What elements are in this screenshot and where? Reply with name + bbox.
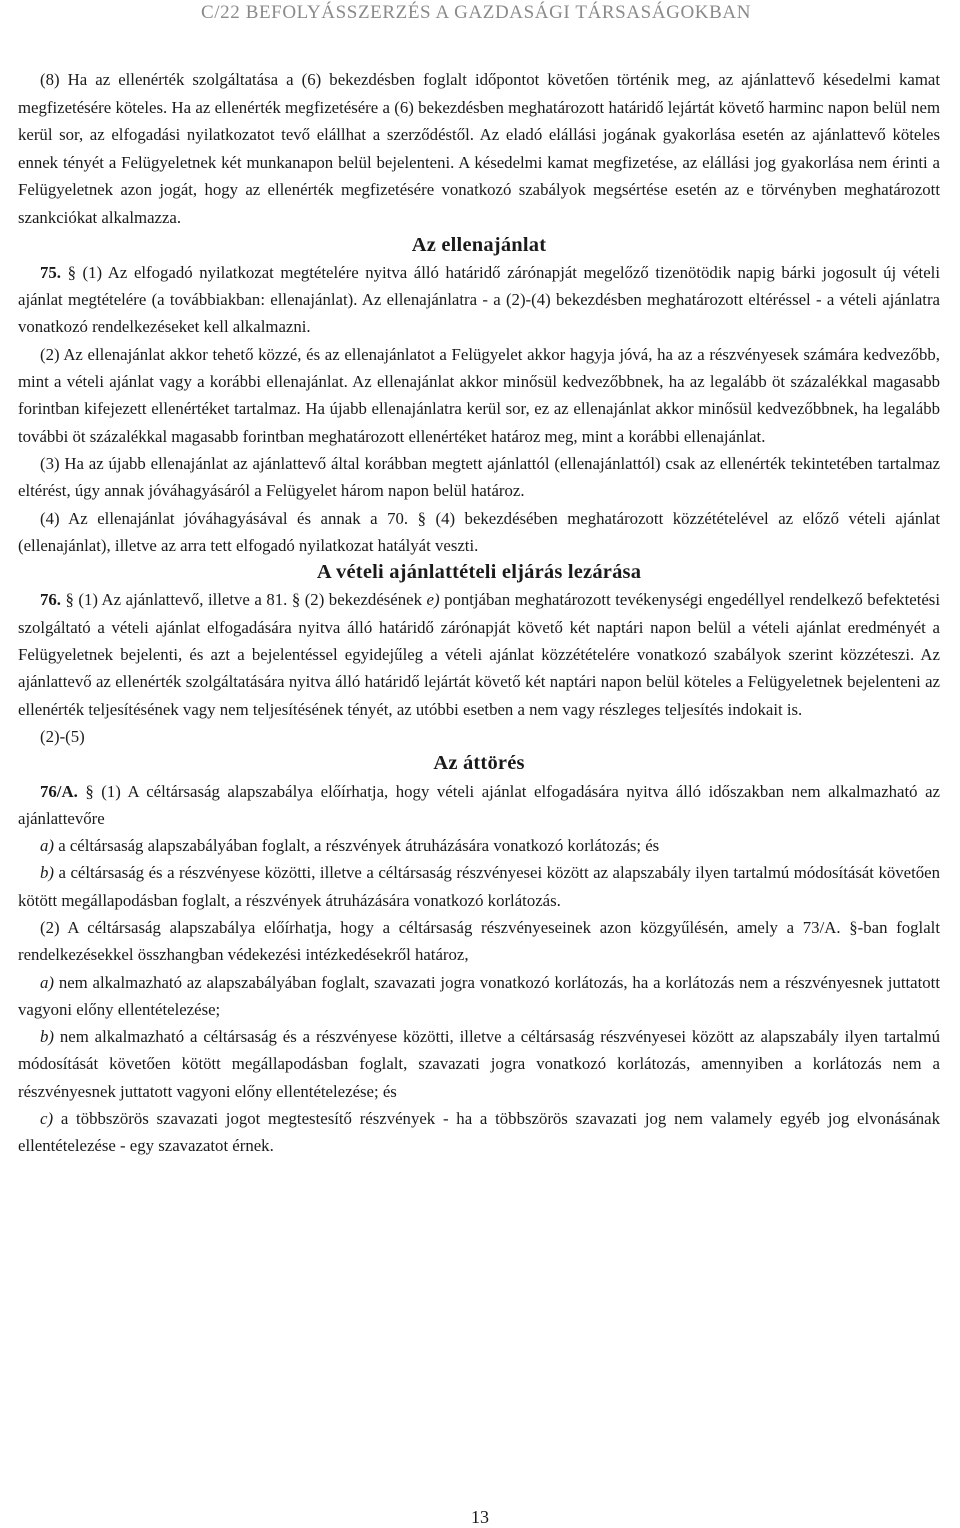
page-body [18, 66, 940, 1160]
section-76a-point-1a [18, 832, 940, 859]
section-76a-point-2c [18, 1105, 940, 1160]
heading-eljaras-lezarasa: A vételi ajánlattételi eljárás lezárása [316, 561, 642, 584]
section-text: § (1) A céltársaság alapszabálya előírhatja, hogy vételi ajánlat elfogadására nyitva álló időszakban nem alkalmazható az ajánlattevőre [18, 781, 940, 828]
paragraph-8: (8) Ha az ellenérték szolgáltatása a (6) bekezdésben foglalt időpontot követően történik meg, az ajánlattevő késedelmi kamat megfizetésére köteles. Ha az ellenérték megfizetésére a (6) bekezdésben meghatározott határidő lejártát követő harminc napon belül nem kerül sor, az elfogadási nyilatkozatot tevő elállhat a szerződéstől. Az eladó elállási jogának gyakorlása esetén az ajánlattevő köteles ennek tényét a Felügyeletnek két munkanapon belül bejelenteni. A késedelmi kamat megfizetése, az elállási jog gyakorlása nem érinti a Felügyeletnek azon jogát, hogy az ellenérték megfizetésére vonatkozó szabályok megsértése esetén az e törvényben meghatározott szankciókat alkalmazza. [18, 70, 940, 227]
section-76-paragraph-1 [18, 586, 940, 722]
section-76a-point-2a [18, 969, 940, 1024]
point-text: a többszörös szavazati jogot megtestesítő részvények - ha a többszörös szavazati jog nem valamely egyéb jog elvonásának ellentételezése - egy szavazatot érnek. [18, 1109, 940, 1156]
running-head: C/22 BEFOLYÁSSZERZÉS A GAZDASÁGI TÁRSASÁGOKBAN [201, 2, 752, 23]
section-76a-paragraph-2: (2) A céltársaság alapszabálya előírhatja, hogy a céltársaság részvényeseinek azon közgyűlésén, amely a 73/A. §-ban foglalt rendelkezésekkel összhangban védekezési intézkedésekről határoz, [18, 917, 940, 965]
point-text: nem alkalmazható a céltársaság és a részvényese közötti, illetve a céltársaság részvényesei között az alapszabály ilyen tartalmú módosítását követően kötött megállapodásban foglalt, szavazati jogra vonatkozó korlátozás, amennyiben a korlátozás nem a részvényesnek juttatott vagyoni előny ellentételezése; és [18, 1027, 940, 1101]
section-number: 76/A. [40, 781, 78, 801]
point-label: c) [40, 1109, 54, 1129]
section-75-paragraph-4: (4) Az ellenajánlat jóváhagyásával és annak a 70. § (4) bekezdésében meghatározott közzétételével az előző vételi ajánlat (ellenajánlat), illetve az arra tett elfogadó nyilatkozat hatályát veszti. [18, 508, 940, 555]
point-label: b) [40, 1027, 54, 1047]
section-76a-point-1b [18, 859, 940, 914]
section-number: 76. [40, 590, 61, 610]
point-text: a céltársaság és a részvényese közötti, illetve a céltársaság részvényesei között az alapszabály ilyen tartalmú módosítását követően kötött megállapodásban foglalt, a részvények átruházására vonatkozó korlátozás. [18, 863, 940, 910]
section-75-paragraph-1 [18, 259, 940, 341]
section-number: 75. [40, 262, 61, 282]
heading-attores: Az áttörés [433, 752, 525, 775]
page-number: 13 [471, 1507, 489, 1527]
section-76-paragraph-2: (2)-(5) [40, 726, 85, 746]
section-text: § (1) Az ajánlattevő, illetve a 81. § (2) bekezdésének [65, 590, 422, 610]
section-75-paragraph-2: (2) Az ellenajánlat akkor tehető közzé, és az ellenajánlatot a Felügyelet akkor hagyja jóvá, ha az a részvényesek számára kedvezőbb, mint a vételi ajánlat vagy a korábbi ellenajánlat. Az ellenajánlat akkor minősül kedvezőbbnek, ha az legalább öt százalékkal magasabb forintban kifejezett ellenértéket tartalmaz. Ha újabb ellenajánlatra kerül sor, ez az ellenajánlat akkor minősül kedvezőbbnek, ha legalább további öt százalékkal magasabb forintban meghatározott ellenértéket határoz meg, mint a korábbi ellenajánlat. [18, 344, 940, 446]
section-text: § (1) Az elfogadó nyilatkozat megtételére nyitva álló határidő zárónapját megelőző tizenötödik napig bárki jogosult új vételi ajánlat megtételére (a továbbiakban: ellenajánlat). Az ellenajánlatra - a (2)-(4) bekezdésben meghatározott eltéréssel - a vételi ajánlatra vonatkozó rendelkezéseket kell alkalmazni. [18, 262, 940, 337]
section-text: pontjában meghatározott tevékenységi engedéllyel rendelkező befektetési szolgáltató a vételi ajánlat elfogadására nyitva álló határidő zárónapját követő két naptári napon belül a vételi ajánlat eredményét a Felügyeletnek bejelenti, és azt a bejelentéssel egyidejűleg a vételi ajánlat közzétételére vonatkozó szabályok szerint közzéteszi. Az ajánlattevő az ellenérték szolgáltatására nyitva álló határidő lejártát követő két naptári napon belül köteles a Felügyeletnek bejelenteni az ellenérték teljesítésének vagy nem teljesítésének tényét, az utóbbi esetben a nem vagy részleges teljesítés indokait is. [18, 590, 940, 719]
point-label: b) [40, 863, 54, 883]
point-label: a) [40, 972, 54, 992]
point-text: a céltársaság alapszabályában foglalt, a részvények átruházására vonatkozó korlátozás; és [58, 836, 660, 856]
point-text: nem alkalmazható az alapszabályában foglalt, szavazati jogra vonatkozó korlátozás, ha a korlátozás nem a részvényesnek juttatott vagyoni előny ellentételezése; [18, 972, 940, 1019]
point-label: a) [40, 836, 54, 856]
section-76a-paragraph-1 [18, 778, 940, 833]
point-reference: e) [426, 590, 440, 610]
section-76a-point-2b [18, 1023, 940, 1105]
section-75-paragraph-3: (3) Ha az újabb ellenajánlat az ajánlattevő által korábban megtett ajánlattól (ellenajánlattól) csak az ellenérték tekintetében tartalmaz eltérést, úgy annak jóváhagyásáról a Felügyelet három napon belül határoz. [18, 453, 940, 501]
heading-ellenajanlat: Az ellenajánlat [411, 233, 547, 256]
